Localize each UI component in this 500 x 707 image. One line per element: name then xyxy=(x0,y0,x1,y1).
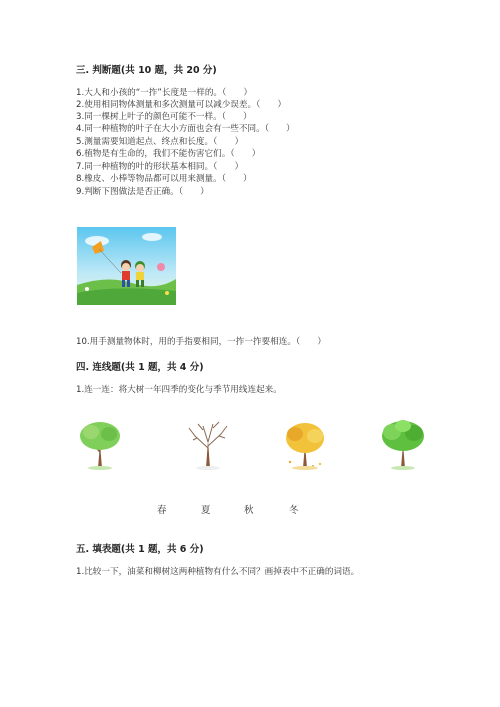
spring-tree-image xyxy=(75,418,125,470)
season-label-autumn: 秋 xyxy=(244,505,254,516)
judge-item-7: 7.同一种植物的叶的形状基本相同。（ ） xyxy=(76,162,244,172)
section-5-title: 五. 填表题(共 1 题，共 6 分) xyxy=(76,544,204,555)
summer-tree-drawing xyxy=(378,418,428,470)
judge-item-9: 9.判断下图做法是否正确。（ ） xyxy=(76,187,209,197)
autumn-tree-drawing xyxy=(280,418,330,470)
season-label-winter: 冬 xyxy=(289,505,299,516)
winter-tree-drawing xyxy=(183,418,233,470)
judge-item-2: 2.使用相同物体测量和多次测量可以减少误差。（ ） xyxy=(76,100,287,110)
autumn-tree-image xyxy=(280,418,330,470)
children-kite-illustration xyxy=(77,227,176,305)
judge-item-1: 1.大人和小孩的“一拃”长度是一样的。（ ） xyxy=(76,88,253,98)
spring-tree-drawing xyxy=(75,418,125,470)
season-label-summer: 夏 xyxy=(201,505,211,516)
judge-item-3: 3.同一棵树上叶子的颜色可能不一样。（ ） xyxy=(76,112,252,122)
judge-item-10: 10.用手测量物体时，用的手指要相同，一拃一拃要相连。（ ） xyxy=(76,337,326,347)
judge-item-6: 6.植物是有生命的，我们不能伤害它们。（ ） xyxy=(76,149,261,159)
fill-table-question: 1.比较一下，油菜和柳树这两种植物有什么不同？画掉表中不正确的词语。 xyxy=(76,567,360,577)
judge-item-8: 8.橡皮、小棒等物品都可以用来测量。（ ） xyxy=(76,174,252,184)
judge-item-4: 4.同一种植物的叶子在大小方面也会有一些不同。（ ） xyxy=(76,124,295,134)
summer-tree-image xyxy=(378,418,428,470)
season-label-spring: 春 xyxy=(157,505,167,516)
matching-question: 1.连一连：将大树一年四季的变化与季节用线连起来。 xyxy=(76,385,282,395)
winter-tree-image xyxy=(183,418,233,470)
section-4-title: 四. 连线题(共 1 题，共 4 分) xyxy=(76,362,204,373)
kite-scene-drawing xyxy=(77,227,176,305)
judge-item-5: 5.测量需要知道起点、终点和长度。（ ） xyxy=(76,137,244,147)
section-3-title: 三. 判断题(共 10 题，共 20 分) xyxy=(76,65,217,76)
